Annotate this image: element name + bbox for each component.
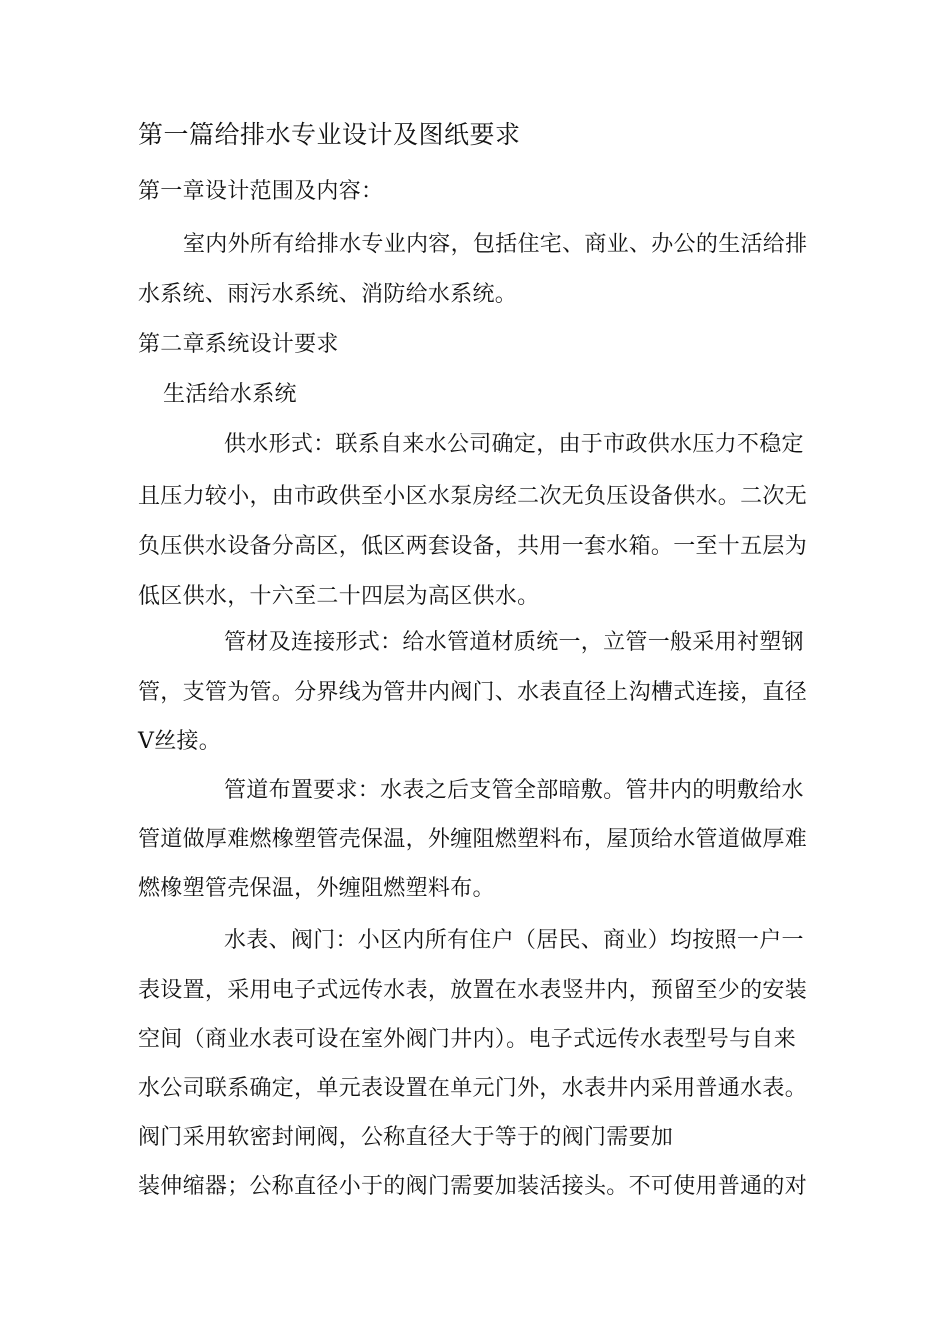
chapter-1-line-1: 室内外所有给排水专业内容，包括住宅、商业、办公的生活给排 <box>183 232 808 257</box>
pipe-layout-line-2: 管道做厚难燃橡塑管壳保温，外缠阻燃塑料布，屋顶给水管道做厚难 <box>138 827 808 852</box>
meters-valves-line-1: 水表、阀门：小区内所有住户（居民、商业）均按照一户一 <box>224 928 804 953</box>
meters-valves-line-3: 空间（商业水表可设在室外阀门井内）。电子式远传水表型号与自来 <box>138 1027 797 1052</box>
chapter-1-heading: 第一章设计范围及内容： <box>138 179 384 204</box>
pipe-material-line-2: 管，支管为管。分界线为管井内阀门、水表直径上沟槽式连接，直径 <box>138 680 808 705</box>
chapter-2-heading: 第二章系统设计要求 <box>138 332 339 357</box>
pipe-layout-line-1: 管道布置要求：水表之后支管全部暗敷。管井内的明敷给水 <box>224 778 804 803</box>
pipe-material-line-1: 管材及连接形式：给水管道材质统一，立管一般采用衬塑钢 <box>224 630 804 655</box>
supply-line-2: 且压力较小，由市政供至小区水泵房经二次无负压设备供水。二次无 <box>138 484 808 509</box>
meters-valves-line-4: 水公司联系确定，单元表设置在单元门外，水表井内采用普通水表。 <box>138 1076 808 1101</box>
meters-valves-line-5: 阀门采用软密封闸阀，公称直径大于等于的阀门需要加 <box>138 1125 674 1150</box>
supply-line-4: 低区供水，十六至二十四层为高区供水。 <box>138 584 540 609</box>
pipe-layout-line-3: 燃橡塑管壳保温，外缠阻燃塑料布。 <box>138 876 495 901</box>
meters-valves-line-2: 表设置，采用电子式远传水表，放置在水表竖井内，预留至少的安装 <box>138 978 808 1003</box>
chapter-1-line-2: 水系统、雨污水系统、消防给水系统。 <box>138 282 518 307</box>
supply-line-1: 供水形式：联系自来水公司确定，由于市政供水压力不稳定 <box>224 432 804 457</box>
pipe-material-line-3: V丝接。 <box>138 729 222 754</box>
document-title: 第一篇给排水专业设计及图纸要求 <box>138 120 521 149</box>
meters-valves-line-6: 装伸缩器；公称直径小于的阀门需要加装活接头。不可使用普通的对 <box>138 1174 808 1199</box>
supply-line-3: 负压供水设备分高区，低区两套设备，共用一套水箱。一至十五层为 <box>138 534 808 559</box>
section-heading: 生活给水系统 <box>163 382 297 407</box>
